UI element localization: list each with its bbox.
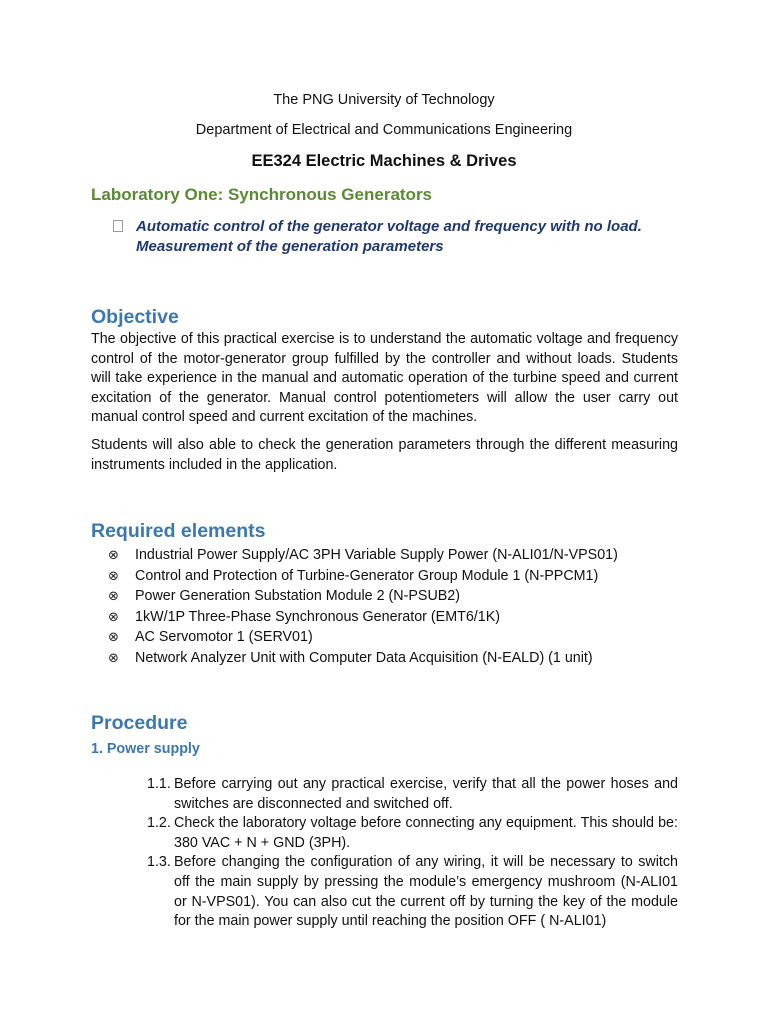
procedure-step	[147, 775, 678, 814]
circled-x-bullet-icon: ⊗	[108, 608, 119, 624]
objective-heading: Objective	[91, 306, 179, 328]
list-item-text: AC Servomotor 1 (SERV01)	[135, 629, 313, 645]
subtitle-text	[136, 217, 693, 257]
course-title: EE324 Electric Machines & Drives	[251, 152, 517, 170]
procedure-heading: Procedure	[91, 712, 188, 734]
step-text: Check the laboratory voltage before connecting any equipment. This should be: 380 VAC + N + GND (3PH).	[174, 815, 678, 851]
required-elements-heading: Required elements	[91, 520, 266, 542]
lab-subtitle	[113, 217, 693, 257]
list-item	[108, 607, 618, 628]
list-item	[108, 586, 618, 607]
procedure-step	[147, 814, 678, 853]
circled-x-bullet-icon: ⊗	[108, 649, 119, 665]
circled-x-bullet-icon: ⊗	[108, 567, 119, 583]
procedure-step	[147, 853, 678, 931]
circled-x-bullet-icon: ⊗	[108, 547, 119, 562]
list-item	[108, 566, 618, 587]
step-number: 1.2.	[147, 815, 171, 832]
checkbox-icon	[113, 220, 123, 232]
subtitle-line-2: Measurement of the generation parameters	[136, 238, 444, 255]
step-text: Before changing the configuration of any wiring, it will be necessary to switch off the main supply by pressing the module’s emergency mushroom (N-ALI01 or N-VPS01). You can also cut the current off by turning the key of the module for the main power supply until reaching the position OFF ( N-ALI01)	[174, 854, 678, 930]
power-supply-subheading: 1. Power supply	[91, 741, 200, 757]
list-item-text: Power Generation Substation Module 2 (N-PSUB2)	[135, 588, 461, 604]
objective-paragraph-1: The objective of this practical exercise is to understand the automatic voltage and frequency control of the motor-generator group fulfilled by the controller and without loads. Students will take experience in the manual and automatic operation of the turbine speed and current excitation of the generator. Manual control potentiometers will allow the user carry out manual control speed and current excitation of the machines.	[91, 331, 678, 426]
list-item-text: 1kW/1P Three-Phase Synchronous Generator (EMT6/1K)	[135, 608, 501, 625]
procedure-steps	[147, 775, 678, 932]
step-number: 1.1.	[147, 776, 171, 792]
step-number: 1.3.	[147, 854, 171, 871]
required-elements-list	[108, 545, 618, 668]
circled-x-bullet-icon: ⊗	[108, 588, 119, 603]
circled-x-bullet-icon: ⊗	[108, 629, 119, 644]
list-item	[108, 648, 618, 669]
university-name: The PNG University of Technology	[273, 92, 495, 108]
department-name: Department of Electrical and Communications Engineering	[195, 122, 573, 138]
list-item	[108, 545, 618, 566]
list-item-text: Industrial Power Supply/AC 3PH Variable Supply Power (N-ALI01/N-VPS01)	[135, 547, 618, 563]
list-item-text: Network Analyzer Unit with Computer Data Acquisition (N-EALD) (1 unit)	[135, 649, 593, 666]
list-item-text: Control and Protection of Turbine-Generator Group Module 1 (N-PPCM1)	[135, 567, 599, 584]
lab-title: Laboratory One: Synchronous Generators	[91, 185, 433, 204]
list-item	[108, 627, 618, 648]
subtitle-line-1: Automatic control of the generator voltage and frequency with no load.	[136, 218, 642, 235]
objective-paragraph-2: Students will also able to check the generation parameters through the different measuring instruments included in the application.	[91, 437, 678, 473]
step-text: Before carrying out any practical exercise, verify that all the power hoses and switches are disconnected and switched off.	[174, 776, 678, 812]
